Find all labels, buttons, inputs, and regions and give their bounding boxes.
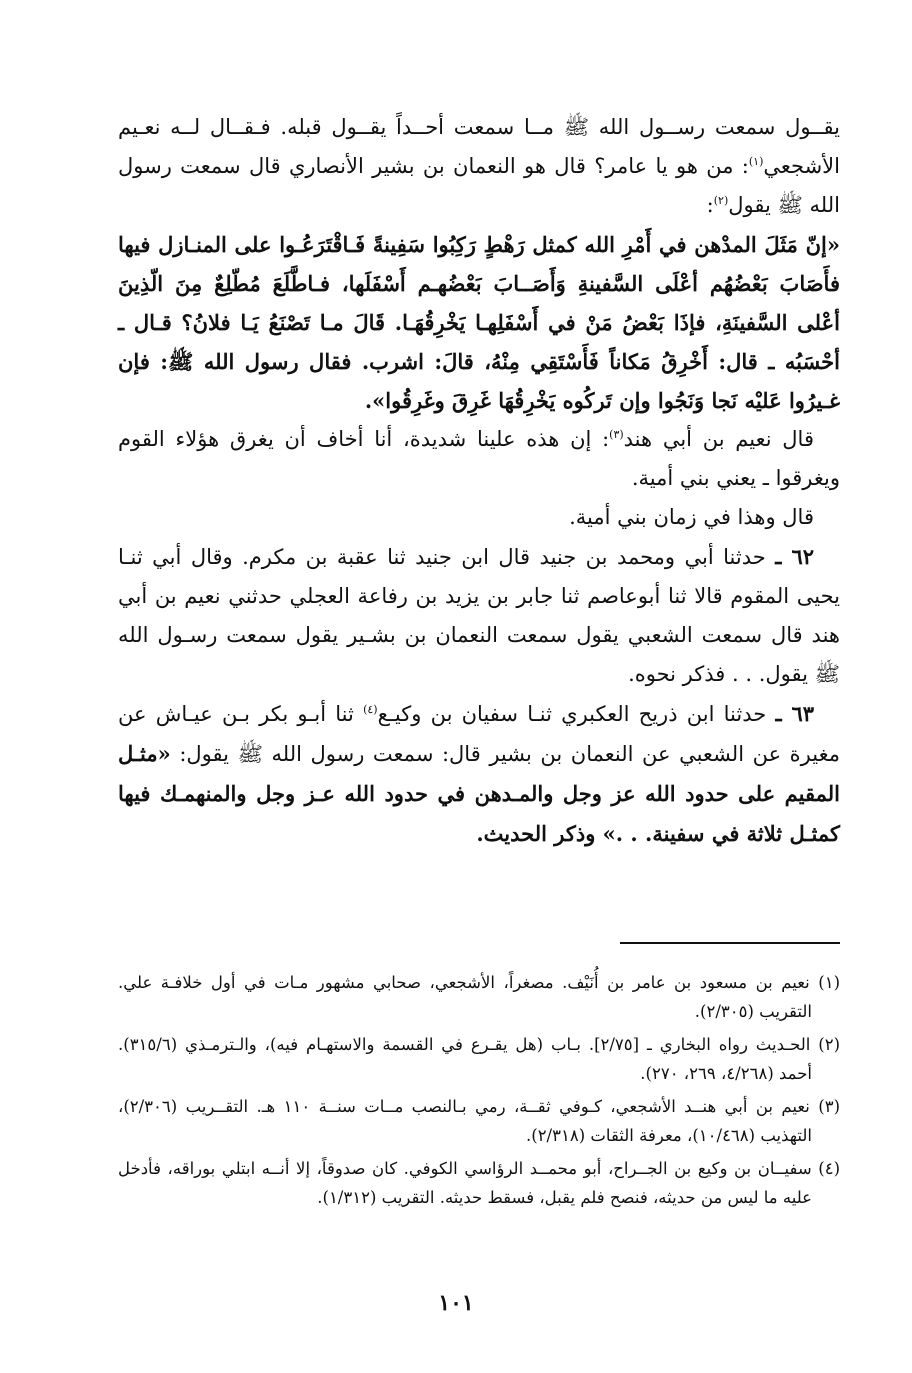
paragraph-63 [118, 694, 840, 854]
footnote-4: (٤) سفيــان بن وكيع بن الجــراح، أبو محمــد الرؤاسي الكوفي. كان صدوقاً، إلا أنــه ابتلي بوراقه، فأدخل عليه ما ليس من حديثه، فنصح فلم يقبل، فسقط حديثه. التقريب (١/٣١٢). [118, 1159, 840, 1207]
text-run: : من هو يا عامر؟ قال هو النعمان بن بشير الأنصاري قال سمعت رسول الله ﷺ يقول [118, 154, 840, 217]
footnotes [118, 968, 840, 1216]
paragraph-1 [118, 108, 840, 225]
footnote-ref-2[interactable]: (٢) [713, 194, 729, 207]
page-number: ١٠١ [438, 1290, 474, 1316]
main-text [118, 108, 840, 854]
text-run: حدثنا أبي ومحمد بن جنيد قال ابن جنيد ثنا عقبة بن مكرم. وقال أبي ثنـا يحيى المقوم قالا ثنا أبوعاصم ثنا جابر بن يزيد بن رفاعة العجلي حدثني نعيم بن أبي هند قال سمعت الشعبي يقول سمعت النعمان بن بشـير يقول سمعت رسـول الله ﷺ يقول. . . فذكر نحوه. [118, 545, 840, 686]
text-run: حدثنا ابن ذريح العكبري ثنـا سفيان بن وكيـع [377, 702, 767, 726]
text-run: يقــول سمعت رســول الله ﷺ مــا سمعت أحــداً يقــول قبله. فـقــال لــه نعـيم الأشجعي [118, 115, 840, 178]
footnote-1: (١) نعيم بن مسعود بن عامر بن أُنَيْف. مصغراً، الأشجعي، صحابي مشهور مـات في أول خلافـة علي. التقريب (٢/٣٠٥). [118, 973, 840, 1021]
footnote-ref-1[interactable]: (١) [748, 155, 764, 168]
footnote-divider [620, 942, 840, 944]
text-run: وذكر الحديث. [476, 821, 603, 846]
footnote-3: (٣) نعيم بن أبي هنــد الأشجعي، كـوفي ثقــة، رمي بـالنصب مــات سنــة ١١٠ هـ. التقــريب (٢/٣٠٦)، التهذيب (١٠/٤٦٨)، معرفة الثقات (٢/٣١٨). [118, 1097, 840, 1145]
footnote-ref-4[interactable]: (٤) [363, 703, 378, 716]
hadith-number: ٦٣ ـ [775, 701, 814, 726]
text-run: : إن هذه علينا شديدة، أنا أخاف أن يغرق هؤلاء القوم ويغرقوا ـ يعني بني أمية. [118, 427, 840, 490]
hadith-quote: «مثـل المقيم على حدود الله عز وجل والمـدهن في حدود الله عـز وجل والمنهمـك فيها كمثـل ثلاثة في سفينة. . .» [118, 741, 840, 846]
footnote-ref-3[interactable]: (٣) [609, 428, 624, 441]
footnote-2: (٢) الحـديث رواه البخاري ـ [٢/٧٥]. بـاب (هل يقـرع في القسمة والاستهـام فيه)، والـترمـذي (٣١٥/٦). أحمد (٤/٢٦٨، ٢٦٩، ٢٧٠). [118, 1035, 840, 1083]
text-run: : [706, 193, 714, 217]
paragraph-3: قال وهذا في زمان بني أمية. [569, 505, 814, 529]
text-run: قال نعيم بن أبي هند [623, 427, 814, 451]
paragraph-62 [118, 537, 840, 694]
paragraph-2 [118, 420, 840, 498]
hadith-quote: «إنّ مَثَلَ المدْهن في أَمْرِ الله كمثل رَهْطٍ رَكِبُوا سَفِينةً فَـاقْتَرَعُـوا على المنـازل فيها فأَصَابَ بَعْضُهُم أعْلَى السَّفينةِ وَأَصَــابَ بَعْضُهـم أَسْفَلَها، فـاطَّلَعَ مُطّلِعٌ مِنَ الّذِينَ أعْلى السَّفينَةِ، فإذَا بَعْضُ مَنْ في أَسْفَلِهـا يَخْرِقُهَـا. قَالَ مـا تَصْنَعُ يَـا فلانُ؟ قـال ـ أحْسَبُه ـ قال: أَخْرِقُ مَكاناً فَأَسْتَقِي مِنْهُ، قالَ: اشرب. فقال رسول الله ﷺ: فإن غـيرُوا عَليْه نَجا وَنَجُوا وإن تَركُوه يَخْرِقُهَا غَرِقَ وغَرِقُوا». [118, 232, 840, 413]
text-run: ثنا أبـو بكر بـن عيـاش عن مغيرة عن الشعبي عن النعمان بن بشير قال: سمعت رسول الله ﷺ يقول: [118, 702, 840, 766]
hadith-number: ٦٢ ـ [775, 544, 814, 569]
